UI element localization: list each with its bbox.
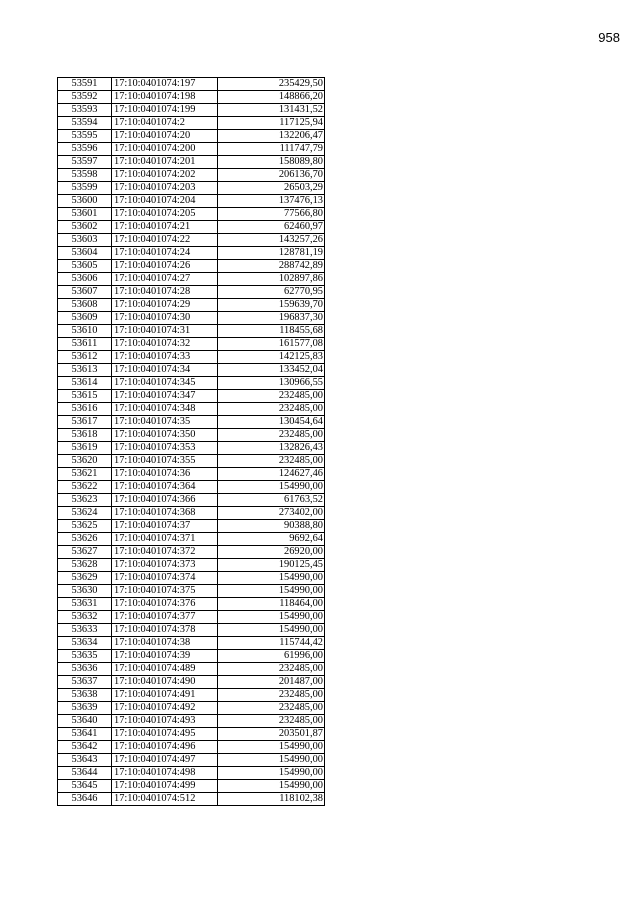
value-cell: 143257,26 <box>218 234 325 247</box>
row-number-cell: 53594 <box>58 117 112 130</box>
cadastral-number-cell: 17:10:0401074:29 <box>112 299 218 312</box>
row-number-cell: 53640 <box>58 715 112 728</box>
table-row <box>58 624 325 637</box>
value-cell: 142125,83 <box>218 351 325 364</box>
cadastral-number-cell: 17:10:0401074:377 <box>112 611 218 624</box>
table-row <box>58 182 325 195</box>
table-row <box>58 598 325 611</box>
row-number-cell: 53633 <box>58 624 112 637</box>
table-row <box>58 403 325 416</box>
row-number-cell: 53613 <box>58 364 112 377</box>
value-cell: 232485,00 <box>218 403 325 416</box>
cadastral-number-cell: 17:10:0401074:371 <box>112 533 218 546</box>
table-row <box>58 728 325 741</box>
cadastral-number-cell: 17:10:0401074:491 <box>112 689 218 702</box>
row-number-cell: 53607 <box>58 286 112 299</box>
row-number-cell: 53600 <box>58 195 112 208</box>
value-cell: 124627,46 <box>218 468 325 481</box>
value-cell: 154990,00 <box>218 767 325 780</box>
cadastral-number-cell: 17:10:0401074:375 <box>112 585 218 598</box>
row-number-cell: 53601 <box>58 208 112 221</box>
value-cell: 102897,86 <box>218 273 325 286</box>
row-number-cell: 53617 <box>58 416 112 429</box>
row-number-cell: 53623 <box>58 494 112 507</box>
value-cell: 206136,70 <box>218 169 325 182</box>
row-number-cell: 53619 <box>58 442 112 455</box>
value-cell: 232485,00 <box>218 455 325 468</box>
table-row <box>58 377 325 390</box>
value-cell: 154990,00 <box>218 624 325 637</box>
table-row <box>58 611 325 624</box>
table-row <box>58 676 325 689</box>
table-row <box>58 494 325 507</box>
value-cell: 118455,68 <box>218 325 325 338</box>
value-cell: 77566,80 <box>218 208 325 221</box>
cadastral-number-cell: 17:10:0401074:198 <box>112 91 218 104</box>
cadastral-number-cell: 17:10:0401074:495 <box>112 728 218 741</box>
table-row <box>58 702 325 715</box>
table-row <box>58 299 325 312</box>
value-cell: 196837,30 <box>218 312 325 325</box>
value-cell: 273402,00 <box>218 507 325 520</box>
row-number-cell: 53634 <box>58 637 112 650</box>
cadastral-number-cell: 17:10:0401074:200 <box>112 143 218 156</box>
row-number-cell: 53604 <box>58 247 112 260</box>
row-number-cell: 53606 <box>58 273 112 286</box>
cadastral-number-cell: 17:10:0401074:492 <box>112 702 218 715</box>
value-cell: 232485,00 <box>218 715 325 728</box>
cadastral-number-cell: 17:10:0401074:31 <box>112 325 218 338</box>
row-number-cell: 53642 <box>58 741 112 754</box>
value-cell: 161577,08 <box>218 338 325 351</box>
value-cell: 26503,29 <box>218 182 325 195</box>
cadastral-number-cell: 17:10:0401074:489 <box>112 663 218 676</box>
row-number-cell: 53644 <box>58 767 112 780</box>
table-row <box>58 572 325 585</box>
table-row <box>58 533 325 546</box>
table-row <box>58 546 325 559</box>
row-number-cell: 53596 <box>58 143 112 156</box>
cadastral-number-cell: 17:10:0401074:355 <box>112 455 218 468</box>
value-cell: 203501,87 <box>218 728 325 741</box>
row-number-cell: 53614 <box>58 377 112 390</box>
cadastral-number-cell: 17:10:0401074:353 <box>112 442 218 455</box>
value-cell: 190125,45 <box>218 559 325 572</box>
table-row <box>58 325 325 338</box>
value-cell: 61763,52 <box>218 494 325 507</box>
cadastral-number-cell: 17:10:0401074:348 <box>112 403 218 416</box>
cadastral-number-cell: 17:10:0401074:199 <box>112 104 218 117</box>
cadastral-number-cell: 17:10:0401074:512 <box>112 793 218 806</box>
table-row <box>58 247 325 260</box>
value-cell: 130454,64 <box>218 416 325 429</box>
row-number-cell: 53622 <box>58 481 112 494</box>
value-cell: 232485,00 <box>218 429 325 442</box>
row-number-cell: 53597 <box>58 156 112 169</box>
cadastral-number-cell: 17:10:0401074:205 <box>112 208 218 221</box>
row-number-cell: 53629 <box>58 572 112 585</box>
table-row <box>58 221 325 234</box>
row-number-cell: 53595 <box>58 130 112 143</box>
cadastral-number-cell: 17:10:0401074:22 <box>112 234 218 247</box>
value-cell: 154990,00 <box>218 780 325 793</box>
row-number-cell: 53612 <box>58 351 112 364</box>
value-cell: 132206,47 <box>218 130 325 143</box>
cadastral-number-cell: 17:10:0401074:37 <box>112 520 218 533</box>
row-number-cell: 53630 <box>58 585 112 598</box>
row-number-cell: 53615 <box>58 390 112 403</box>
table-row <box>58 663 325 676</box>
value-cell: 154990,00 <box>218 572 325 585</box>
table-row <box>58 416 325 429</box>
cadastral-number-cell: 17:10:0401074:24 <box>112 247 218 260</box>
table-row <box>58 559 325 572</box>
cadastral-number-cell: 17:10:0401074:32 <box>112 338 218 351</box>
value-cell: 232485,00 <box>218 390 325 403</box>
table-body <box>58 78 325 806</box>
cadastral-number-cell: 17:10:0401074:372 <box>112 546 218 559</box>
value-cell: 232485,00 <box>218 689 325 702</box>
cadastral-number-cell: 17:10:0401074:378 <box>112 624 218 637</box>
row-number-cell: 53592 <box>58 91 112 104</box>
table-row <box>58 195 325 208</box>
table-row <box>58 780 325 793</box>
cadastral-number-cell: 17:10:0401074:33 <box>112 351 218 364</box>
cadastral-number-cell: 17:10:0401074:204 <box>112 195 218 208</box>
table-row <box>58 208 325 221</box>
row-number-cell: 53627 <box>58 546 112 559</box>
value-cell: 130966,55 <box>218 377 325 390</box>
row-number-cell: 53598 <box>58 169 112 182</box>
value-cell: 9692,64 <box>218 533 325 546</box>
value-cell: 117125,94 <box>218 117 325 130</box>
table-row <box>58 351 325 364</box>
table-row <box>58 156 325 169</box>
cadastral-number-cell: 17:10:0401074:376 <box>112 598 218 611</box>
table-row <box>58 91 325 104</box>
value-cell: 154990,00 <box>218 481 325 494</box>
row-number-cell: 53609 <box>58 312 112 325</box>
value-cell: 128781,19 <box>218 247 325 260</box>
value-cell: 133452,04 <box>218 364 325 377</box>
row-number-cell: 53625 <box>58 520 112 533</box>
cadastral-number-cell: 17:10:0401074:203 <box>112 182 218 195</box>
row-number-cell: 53636 <box>58 663 112 676</box>
table-row <box>58 585 325 598</box>
cadastral-number-cell: 17:10:0401074:30 <box>112 312 218 325</box>
row-number-cell: 53603 <box>58 234 112 247</box>
page-number: 958 <box>598 30 620 45</box>
value-cell: 26920,00 <box>218 546 325 559</box>
value-cell: 158089,80 <box>218 156 325 169</box>
table-row <box>58 741 325 754</box>
row-number-cell: 53620 <box>58 455 112 468</box>
row-number-cell: 53637 <box>58 676 112 689</box>
cadastral-number-cell: 17:10:0401074:20 <box>112 130 218 143</box>
table-row <box>58 481 325 494</box>
cadastral-number-cell: 17:10:0401074:498 <box>112 767 218 780</box>
row-number-cell: 53618 <box>58 429 112 442</box>
value-cell: 131431,52 <box>218 104 325 117</box>
table-row <box>58 390 325 403</box>
table-row <box>58 234 325 247</box>
cadastral-number-cell: 17:10:0401074:490 <box>112 676 218 689</box>
value-cell: 62770,95 <box>218 286 325 299</box>
table-row <box>58 260 325 273</box>
value-cell: 61996,00 <box>218 650 325 663</box>
table-row <box>58 169 325 182</box>
value-cell: 154990,00 <box>218 585 325 598</box>
table-row <box>58 793 325 806</box>
row-number-cell: 53635 <box>58 650 112 663</box>
table-row <box>58 273 325 286</box>
value-cell: 159639,70 <box>218 299 325 312</box>
row-number-cell: 53591 <box>58 78 112 91</box>
cadastral-number-cell: 17:10:0401074:26 <box>112 260 218 273</box>
value-cell: 62460,97 <box>218 221 325 234</box>
cadastral-number-cell: 17:10:0401074:35 <box>112 416 218 429</box>
row-number-cell: 53626 <box>58 533 112 546</box>
value-cell: 90388,80 <box>218 520 325 533</box>
value-cell: 148866,20 <box>218 91 325 104</box>
row-number-cell: 53611 <box>58 338 112 351</box>
cadastral-number-cell: 17:10:0401074:373 <box>112 559 218 572</box>
table-row <box>58 143 325 156</box>
row-number-cell: 53632 <box>58 611 112 624</box>
cadastral-number-cell: 17:10:0401074:374 <box>112 572 218 585</box>
row-number-cell: 53624 <box>58 507 112 520</box>
value-cell: 137476,13 <box>218 195 325 208</box>
cadastral-number-cell: 17:10:0401074:496 <box>112 741 218 754</box>
value-cell: 118102,38 <box>218 793 325 806</box>
table-row <box>58 312 325 325</box>
table-row <box>58 429 325 442</box>
value-cell: 232485,00 <box>218 702 325 715</box>
row-number-cell: 53641 <box>58 728 112 741</box>
row-number-cell: 53643 <box>58 754 112 767</box>
row-number-cell: 53602 <box>58 221 112 234</box>
table-row <box>58 130 325 143</box>
table-row <box>58 754 325 767</box>
value-cell: 154990,00 <box>218 611 325 624</box>
row-number-cell: 53631 <box>58 598 112 611</box>
cadastral-number-cell: 17:10:0401074:2 <box>112 117 218 130</box>
table-row <box>58 520 325 533</box>
cadastral-number-cell: 17:10:0401074:366 <box>112 494 218 507</box>
value-cell: 201487,00 <box>218 676 325 689</box>
table-row <box>58 455 325 468</box>
table-row <box>58 650 325 663</box>
row-number-cell: 53639 <box>58 702 112 715</box>
row-number-cell: 53608 <box>58 299 112 312</box>
row-number-cell: 53605 <box>58 260 112 273</box>
value-cell: 132826,43 <box>218 442 325 455</box>
cadastral-number-cell: 17:10:0401074:364 <box>112 481 218 494</box>
cadastral-number-cell: 17:10:0401074:39 <box>112 650 218 663</box>
cadastral-number-cell: 17:10:0401074:21 <box>112 221 218 234</box>
value-cell: 288742,89 <box>218 260 325 273</box>
cadastral-number-cell: 17:10:0401074:350 <box>112 429 218 442</box>
table-row <box>58 338 325 351</box>
row-number-cell: 53621 <box>58 468 112 481</box>
cadastral-number-cell: 17:10:0401074:34 <box>112 364 218 377</box>
cadastral-number-cell: 17:10:0401074:497 <box>112 754 218 767</box>
table-row <box>58 507 325 520</box>
cadastral-number-cell: 17:10:0401074:36 <box>112 468 218 481</box>
value-cell: 154990,00 <box>218 741 325 754</box>
row-number-cell: 53645 <box>58 780 112 793</box>
cadastral-number-cell: 17:10:0401074:493 <box>112 715 218 728</box>
table-row <box>58 78 325 91</box>
value-cell: 118464,00 <box>218 598 325 611</box>
cadastral-number-cell: 17:10:0401074:38 <box>112 637 218 650</box>
value-cell: 232485,00 <box>218 663 325 676</box>
table-row <box>58 286 325 299</box>
row-number-cell: 53616 <box>58 403 112 416</box>
table-row <box>58 117 325 130</box>
cadastral-number-cell: 17:10:0401074:347 <box>112 390 218 403</box>
value-cell: 111747,79 <box>218 143 325 156</box>
cadastral-number-cell: 17:10:0401074:28 <box>112 286 218 299</box>
table-row <box>58 689 325 702</box>
cadastral-number-cell: 17:10:0401074:202 <box>112 169 218 182</box>
row-number-cell: 53593 <box>58 104 112 117</box>
row-number-cell: 53610 <box>58 325 112 338</box>
cadastral-number-cell: 17:10:0401074:368 <box>112 507 218 520</box>
cadastral-number-cell: 17:10:0401074:201 <box>112 156 218 169</box>
row-number-cell: 53638 <box>58 689 112 702</box>
row-number-cell: 53599 <box>58 182 112 195</box>
value-cell: 235429,50 <box>218 78 325 91</box>
cadastral-number-cell: 17:10:0401074:27 <box>112 273 218 286</box>
cadastral-number-cell: 17:10:0401074:345 <box>112 377 218 390</box>
row-number-cell: 53646 <box>58 793 112 806</box>
table-row <box>58 442 325 455</box>
value-cell: 115744,42 <box>218 637 325 650</box>
table-row <box>58 767 325 780</box>
table-row <box>58 104 325 117</box>
cadastral-number-cell: 17:10:0401074:197 <box>112 78 218 91</box>
value-cell: 154990,00 <box>218 754 325 767</box>
table-row <box>58 468 325 481</box>
table-row <box>58 637 325 650</box>
table-row <box>58 364 325 377</box>
row-number-cell: 53628 <box>58 559 112 572</box>
table-row <box>58 715 325 728</box>
cadastral-number-cell: 17:10:0401074:499 <box>112 780 218 793</box>
cadastral-value-table <box>57 77 325 806</box>
